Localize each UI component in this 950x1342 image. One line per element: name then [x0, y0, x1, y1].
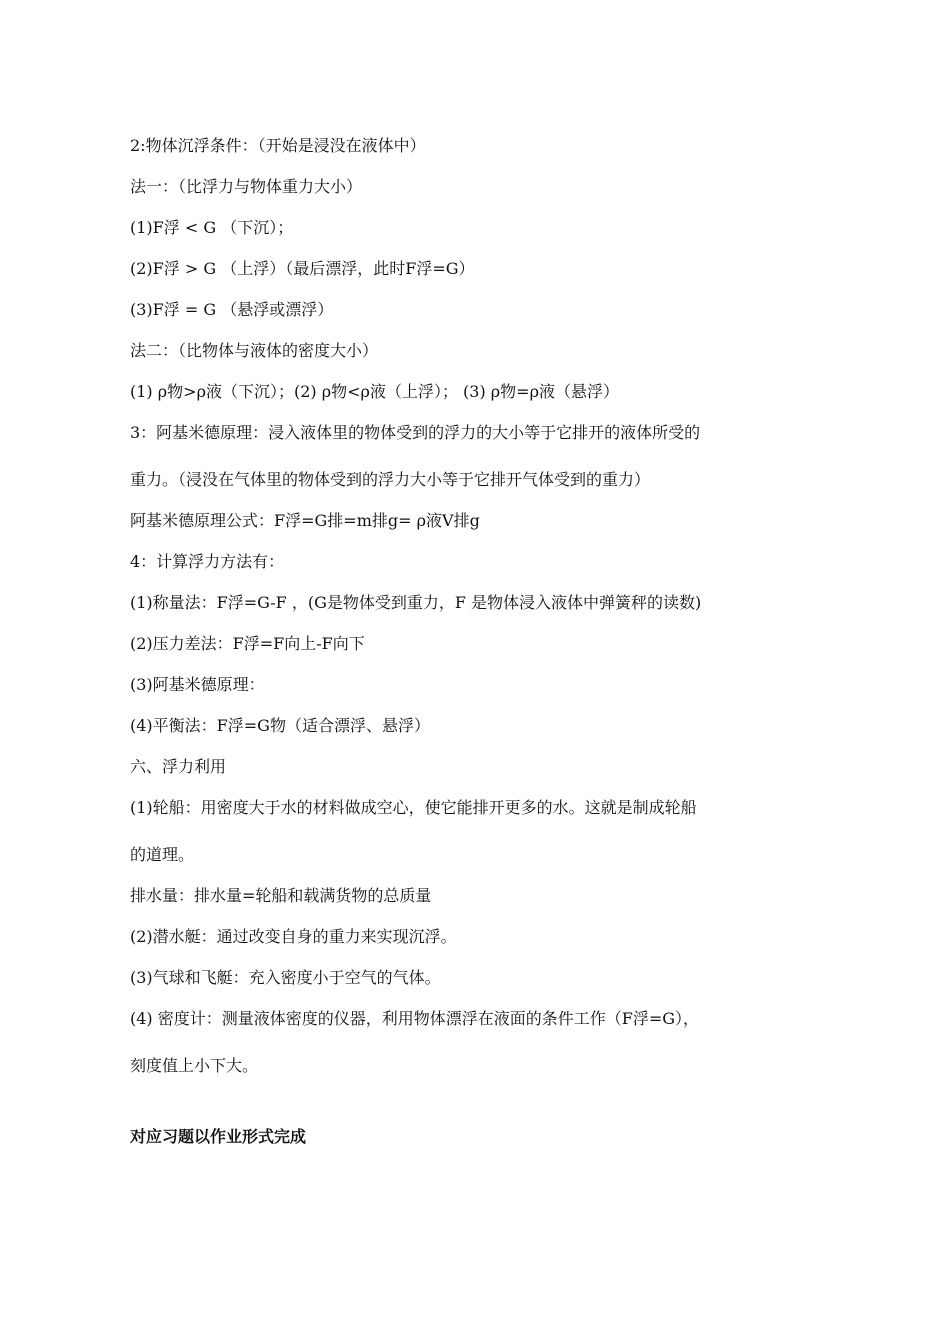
text-line: (4)平衡法：F浮=G物（适合漂浮、悬浮） [130, 716, 430, 735]
text-line: 法二：（比物体与液体的密度大小） [130, 341, 379, 360]
section-heading: 六、浮力利用 [130, 757, 227, 776]
text-line: 2:物体沉浮条件：（开始是浸没在液体中） [130, 136, 426, 155]
text-line: (3)F浮 = G （悬浮或漂浮） [130, 300, 334, 319]
text-line: 法一：（比浮力与物体重力大小） [130, 177, 363, 196]
text-line: (1)F浮 < G （下沉）； [130, 218, 294, 237]
text-line: 排水量：排水量=轮船和载满货物的总质量 [130, 886, 432, 905]
text-line: (2)F浮 > G （上浮）（最后漂浮，此时F浮=G） [130, 259, 475, 278]
text-line: (1) ρ物>ρ液（下沉）；(2) ρ物<ρ液（上浮）； (3) ρ物=ρ液（悬浮） [130, 382, 619, 401]
text-line: (1)称量法：F浮=G-F ，(G是物体受到重力，F 是物体浸入液体中弹簧秤的读数) [130, 593, 702, 612]
text-line: (3)气球和飞艇：充入密度小于空气的气体。 [130, 968, 441, 987]
text-line: 3：阿基米德原理：浸入液体里的物体受到的浮力的大小等于它排开的液体所受的 [130, 423, 701, 442]
text-line: (2)潜水艇：通过改变自身的重力来实现沉浮。 [130, 927, 457, 946]
closing-note: 对应习题以作业形式完成 [130, 1127, 307, 1146]
text-line: (1)轮船：用密度大于水的材料做成空心，使它能排开更多的水。这就是制成轮船 [130, 798, 697, 817]
text-line: 阿基米德原理公式：F浮=G排=m排g= ρ液V排g [130, 511, 480, 530]
text-line: (2)压力差法：F浮=F向上-F向下 [130, 634, 365, 653]
text-line: (4) 密度计：测量液体密度的仪器，利用物体漂浮在液面的条件工作（F浮=G）， [130, 1009, 700, 1028]
text-line: 刻度值上小下大。 [130, 1056, 259, 1075]
text-line: (3)阿基米德原理： [130, 675, 265, 694]
text-line: 4：计算浮力方法有： [130, 552, 285, 571]
text-line: 的道理。 [130, 845, 195, 864]
text-line: 重力。（浸没在气体里的物体受到的浮力大小等于它排开气体受到的重力） [130, 470, 651, 489]
